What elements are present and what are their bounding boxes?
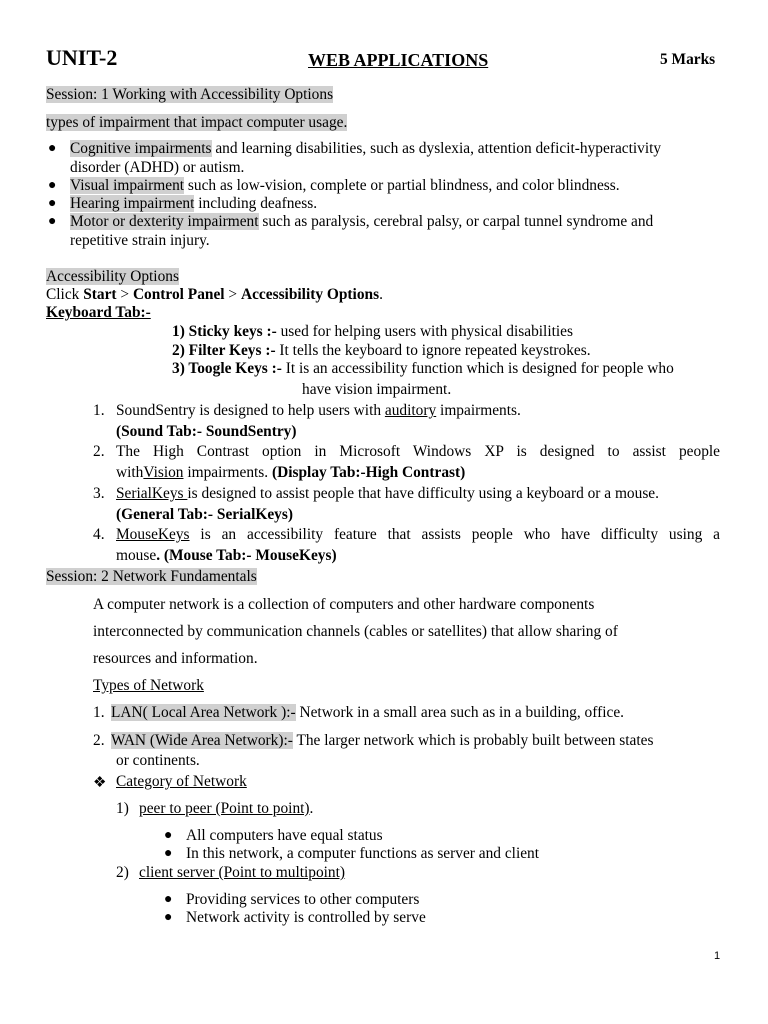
impairment-item [70,195,317,213]
feature-term: MouseKeys [116,526,190,543]
impairment-types-heading: types of impairment that impact computer usage. [46,114,348,131]
network-paragraph-line: interconnected by communication channels (cables or satellites) that allow sharing of [93,623,618,640]
feature-text: impairments. [183,464,272,481]
impairment-text: such as low-vision, complete or partial blindness, and color blindness. [184,177,620,194]
diamond-bullet-icon: ❖ [93,775,107,791]
feature-item [116,402,521,420]
accessibility-options-line [46,268,179,286]
feature-text: impairments. [436,402,521,419]
category-item [139,864,345,882]
list-number: 1. [93,402,105,419]
accessibility-options-heading: Accessibility Options [46,268,179,285]
path-end: . [379,286,383,303]
key-name: 2) Filter Keys :- [172,342,276,359]
session1-heading-line [46,86,333,104]
category-bullet: In this network, a computer functions as server and client [186,845,540,862]
bullet-icon: ● [48,178,57,193]
feature-item: The High Contrast option in Microsoft Windows XP is designed to assist people [116,443,720,460]
session2-heading: Session: 2 Network Fundamentals [46,568,257,585]
session2-heading-line [46,568,257,586]
click-path [46,286,383,304]
feature-term: auditory [384,402,437,419]
impairment-continuation: repetitive strain injury. [70,232,210,249]
network-type-label: WAN (Wide Area Network):- [111,732,293,749]
network-type-continuation: or continents. [116,752,200,769]
feature-tab: (General Tab:- SerialKeys) [116,506,293,523]
feature-text: is designed to assist people that have difficulty using a keyboard or a mouse. [187,485,659,502]
accessibility-options-label: Accessibility Options [240,286,380,303]
network-type-text: The larger network which is probably built between states [292,732,654,749]
network-type-text: Network in a small area such as in a building, office. [295,704,625,721]
page-title: WEB APPLICATIONS [308,50,489,70]
key-item [172,342,591,360]
category-bullet: Network activity is controlled by serve [186,909,426,926]
impairment-item [70,140,661,158]
marks-label: 5 Marks [660,51,716,68]
bullet-icon: ● [48,141,57,156]
feature-tab: (Sound Tab:- SoundSentry) [116,423,297,440]
feature-text: SoundSentry is designed to help users with [116,402,385,419]
impairment-label: Hearing impairment [70,195,195,212]
types-of-network-heading: Types of Network [93,677,204,694]
key-name: 3) Toogle Keys :- [172,360,282,377]
bullet-icon: ● [164,846,173,861]
feature-text: with [116,464,144,481]
key-description: It is an accessibility function which is designed for people who [281,360,674,377]
impairment-item [70,177,620,195]
feature-term: Vision [143,464,184,481]
path-separator: > [116,286,133,303]
list-number: 3. [93,485,105,502]
list-number: 2. [93,732,105,749]
key-continuation: have vision impairment. [302,381,452,398]
feature-tab: (Display Tab:-High Contrast) [271,464,466,481]
network-type-item [111,732,653,750]
list-number: 2. [93,443,105,460]
key-description: It tells the keyboard to ignore repeated keystrokes. [275,342,591,359]
impairment-text: including deafness. [194,195,318,212]
list-number: 2) [116,864,129,881]
category-end: . [309,800,314,817]
feature-item [116,526,720,544]
control-panel-label: Control Panel [132,286,225,303]
page-number: 1 [714,950,721,962]
network-paragraph-line: A computer network is a collection of computers and other hardware components [93,596,595,613]
path-separator: > [224,286,241,303]
feature-item-line2 [116,547,337,565]
feature-text: mouse [116,547,157,564]
keyboard-tab-heading: Keyboard Tab:- [46,304,151,321]
bullet-icon: ● [48,214,57,229]
feature-tab: . (Mouse Tab:- MouseKeys) [156,547,337,564]
key-name: 1) Sticky keys :- [172,323,277,340]
category-item [139,800,313,818]
network-paragraph-line: resources and information. [93,650,258,667]
unit-heading: UNIT-2 [46,45,118,70]
category-label: client server (Point to multipoint) [139,864,346,881]
impairment-item [70,213,653,231]
bullet-icon: ● [164,910,173,925]
bullet-icon: ● [48,196,57,211]
feature-text: is an accessibility feature that assists people who have difficulty using a [189,526,720,543]
category-heading: Category of Network [116,773,247,790]
click-prefix: Click [46,286,84,303]
key-description: used for helping users with physical disabilities [276,323,573,340]
bullet-icon: ● [164,828,173,843]
list-number: 4. [93,526,105,543]
feature-item-line2 [116,464,465,482]
network-type-item [111,704,624,722]
list-number: 1. [93,704,105,721]
impairment-label: Cognitive impairments [70,140,212,157]
session1-heading: Session: 1 Working with Accessibility Options [46,86,334,103]
impairment-continuation: disorder (ADHD) or autism. [70,159,245,176]
key-item [172,323,573,341]
impairment-text: and learning disabilities, such as dyslexia, attention deficit-hyperactivity [211,140,662,157]
network-type-label: LAN( Local Area Network ):- [111,704,296,721]
category-bullet: Providing services to other computers [186,891,420,908]
impairment-types-line [46,114,347,132]
category-label: peer to peer (Point to point) [139,800,310,817]
category-bullet: All computers have equal status [186,827,383,844]
bullet-icon: ● [164,892,173,907]
feature-item [116,485,659,503]
impairment-label: Motor or dexterity impairment [70,213,259,230]
impairment-label: Visual impairment [70,177,185,194]
start-label: Start [83,286,117,303]
key-item [172,360,674,378]
list-number: 1) [116,800,129,817]
feature-term: SerialKeys [116,485,188,502]
impairment-text: such as paralysis, cerebral palsy, or carpal tunnel syndrome and [258,213,654,230]
